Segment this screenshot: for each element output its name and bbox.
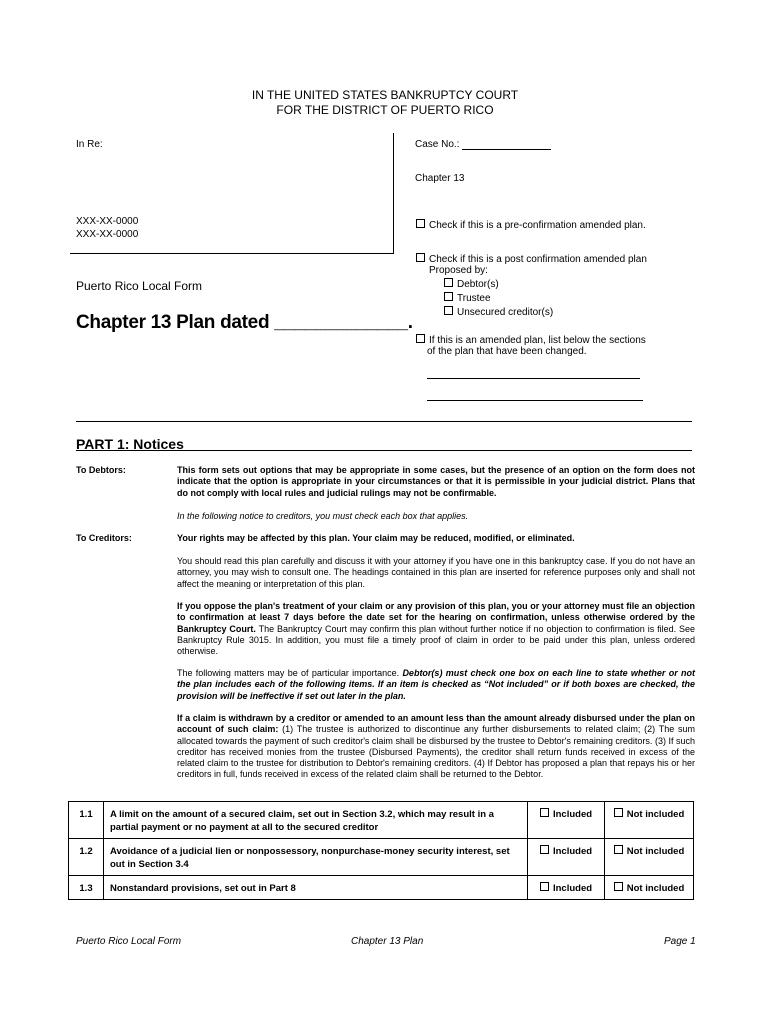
oppose-plan-text: If you oppose the plan's treatment of your claim or any provision of this plan, you or your attorney must file an objection to confirmation at least 7 days before the date set for the hearing on confirmation, unless otherwise ordered by the Bankruptcy Court. The Bankruptcy Court may confirm this plan without further notice if no objection to confirmation is filed. See Bankruptcy Rule 3015. In addition, you must file a timely proof of claim in order to be paid under this plan, unless ordered otherwise. xyxy=(177,601,695,657)
item-number: 1.1 xyxy=(69,802,104,839)
part1-heading-rule xyxy=(76,450,692,451)
checkbox-icon[interactable] xyxy=(416,253,425,262)
checkbox-icon[interactable] xyxy=(444,278,453,287)
table-row xyxy=(69,802,694,839)
pre-confirmation-option[interactable] xyxy=(416,219,646,231)
debtor-id-1: XXX-XX-0000 xyxy=(76,216,139,227)
not-included-option[interactable]: Not included xyxy=(605,876,694,900)
item-number: 1.3 xyxy=(69,876,104,900)
checkbox-icon[interactable] xyxy=(614,882,623,891)
plan-items-table xyxy=(68,801,694,900)
footer-form-name: Puerto Rico Local Form xyxy=(76,936,182,947)
table-row xyxy=(69,876,694,900)
caption-divider xyxy=(393,133,394,253)
section-divider xyxy=(76,421,692,422)
importance-text: The following matters may be of particular importance. Debtor(s) must check one box on each line to state whether or not the plan includes each of the following items. If an item is checked as “Not included” or if both boxes are checked, the provision will be ineffective if set out later in the plan. xyxy=(177,668,695,701)
item-description: Nonstandard provisions, set out in Part 8 xyxy=(104,876,528,900)
to-debtors-text: This form sets out options that may be appropriate in some cases, but the presence of an option on the form does not indicate that the option is appropriate in your circumstances or that it is permissible in your judicial district. Plans that do not comply with local rules and judicial rulings may not be confirmable. xyxy=(177,465,695,498)
post-confirmation-label: Check if this is a post confirmation amended plan xyxy=(429,254,647,265)
table-row xyxy=(69,839,694,876)
included-option[interactable]: Included xyxy=(528,839,605,876)
included-option[interactable]: Included xyxy=(528,876,605,900)
checkbox-icon[interactable] xyxy=(416,334,425,343)
pre-confirmation-label: Check if this is a pre-confirmation amended plan. xyxy=(429,220,646,231)
read-plan-text: You should read this plan carefully and discuss it with your attorney if you have one in this bankruptcy case. If you do not have an attorney, you may wish to consult one. The headings contained in this plan are inserted for reference purposes only and shall not affect the meaning or interpretation of this plan. xyxy=(177,556,695,589)
amended-sections-line-1[interactable] xyxy=(427,378,640,379)
item-description: A limit on the amount of a secured claim, set out in Section 3.2, which may result in a partial payment or no payment at all to the secured creditor xyxy=(104,802,528,839)
rights-affected-text: Your rights may be affected by this plan. Your claim may be reduced, modified, or eliminated. xyxy=(177,533,575,543)
item-number: 1.2 xyxy=(69,839,104,876)
amended-plan-label-2: of the plan that have been changed. xyxy=(427,346,587,357)
debtor-id-2: XXX-XX-0000 xyxy=(76,229,139,240)
footer-document-title: Chapter 13 Plan xyxy=(351,936,424,947)
checkbox-icon[interactable] xyxy=(614,808,623,817)
proposed-by-label: Proposed by: xyxy=(429,265,488,276)
form-name: Puerto Rico Local Form xyxy=(76,279,203,293)
checkbox-icon[interactable] xyxy=(444,292,453,301)
part1-heading: PART 1: Notices xyxy=(76,436,184,452)
checkbox-icon[interactable] xyxy=(540,808,549,817)
item-description: Avoidance of a judicial lien or nonpossessory, nonpurchase-money security interest, set out in Section 3.4 xyxy=(104,839,528,876)
to-creditors-label: To Creditors: xyxy=(76,533,132,543)
case-number-field[interactable] xyxy=(462,149,551,150)
plan-title: Chapter 13 Plan dated _____________. xyxy=(76,312,413,333)
notice-instruction: In the following notice to creditors, you must check each box that applies. xyxy=(177,511,469,521)
proposer-unsecured-creditors[interactable]: Unsecured creditor(s) xyxy=(444,306,553,318)
caption-bottom-rule xyxy=(70,253,394,254)
in-re-label: In Re: xyxy=(76,139,103,150)
page-number: Page 1 xyxy=(664,936,696,947)
court-name: IN THE UNITED STATES BANKRUPTCY COURT xyxy=(251,88,519,102)
amended-sections-line-2[interactable] xyxy=(427,400,643,401)
claim-withdrawn-text: If a claim is withdrawn by a creditor or amended to an amount less than the amount already disbursed under the plan on account of such claim: (1) The trustee is authorized to discontinue any further disbursements to related claim; (2) The sum allocated towards the payment of such creditor's claim shall be disbursed by the trustee to Debtor's remaining creditors. (3) If such creditor has received monies from the trustee (Disbursed Payments), the creditor shall return funds received in excess of the related claim to the trustee for distribution to Debtor's remaining creditors. (4) If Debtor has proposed a plan that repays his or her creditors in full, funds received in excess of the related claim shall be returned to the Debtor. xyxy=(177,713,695,780)
checkbox-icon[interactable] xyxy=(416,219,425,228)
proposer-debtor[interactable]: Debtor(s) xyxy=(444,278,499,290)
not-included-option[interactable]: Not included xyxy=(605,839,694,876)
court-district: FOR THE DISTRICT OF PUERTO RICO xyxy=(276,103,494,117)
to-debtors-label: To Debtors: xyxy=(76,465,126,475)
checkbox-icon[interactable] xyxy=(540,882,549,891)
included-option[interactable]: Included xyxy=(528,802,605,839)
chapter-label: Chapter 13 xyxy=(415,173,465,184)
checkbox-icon[interactable] xyxy=(540,845,549,854)
not-included-option[interactable]: Not included xyxy=(605,802,694,839)
proposer-trustee[interactable]: Trustee xyxy=(444,292,491,304)
checkbox-icon[interactable] xyxy=(444,306,453,315)
amended-plan-option[interactable] xyxy=(416,334,646,346)
case-number-label: Case No.: xyxy=(415,139,460,150)
post-confirmation-option[interactable] xyxy=(416,253,647,265)
amended-plan-label: If this is an amended plan, list below the sections xyxy=(429,335,646,346)
checkbox-icon[interactable] xyxy=(614,845,623,854)
